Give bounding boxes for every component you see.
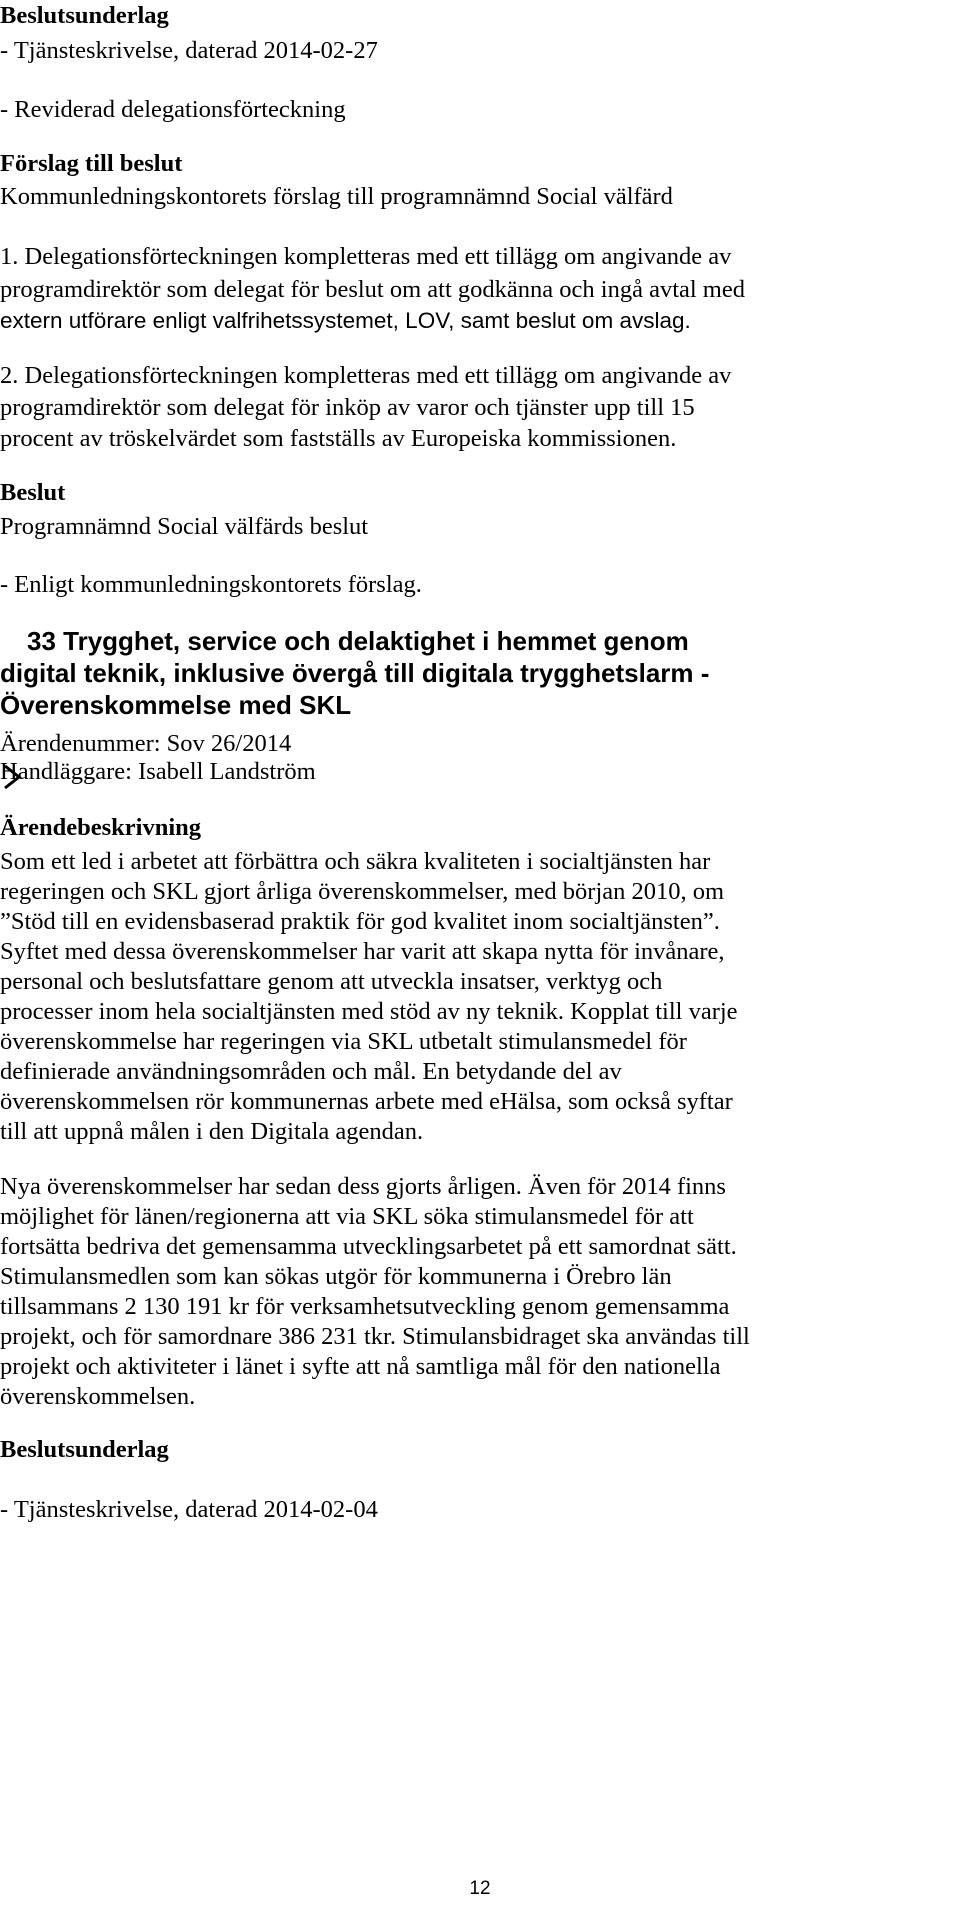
proposal-2-line: programdirektör som delegat för inköp av varor och tjänster upp till 15 (0, 394, 695, 421)
beslut-text: Programnämnd Social välfärds beslut (0, 513, 369, 540)
description-line: överenskommelse har regeringen via SKL utbetalt stimulansmedel för (0, 1028, 687, 1055)
description-line: Syftet med dessa överenskommelser har varit att skapa nytta för invånare, (0, 938, 725, 965)
description-line: personal och beslutsfattare genom att utveckla insatser, verktyg och (0, 968, 663, 995)
item-33-title-line: 33 Trygghet, service och delaktighet i hemmet genom (27, 626, 689, 656)
item-33-title-line: digital teknik, inklusive övergå till digitala trygghetslarm - (0, 658, 710, 688)
description-line: överenskommelsen. (0, 1383, 196, 1410)
proposal-1-line: extern utförare enligt valfrihetssystemet, LOV, samt beslut om avslag. (0, 308, 691, 333)
beslutsunderlag-heading: Beslutsunderlag (0, 1436, 169, 1463)
underlag-item: - Tjänsteskrivelse, daterad 2014-02-04 (0, 1496, 378, 1523)
handlaggare: Handläggare: Isabell Landström (0, 758, 316, 785)
description-line: tillsammans 2 130 191 kr för verksamhetsutveckling genom gemensamma (0, 1293, 730, 1320)
item-33-title-line: Överenskommelse med SKL (0, 690, 352, 720)
page-number: 12 (469, 1878, 491, 1899)
description-line: möjlighet för länen/regionerna att via SKL söka stimulansmedel för att (0, 1203, 694, 1230)
beslut-heading: Beslut (0, 479, 66, 506)
description-line: processer inom hela socialtjänsten med stöd av ny teknik. Kopplat till varje (0, 998, 738, 1025)
description-line: regeringen och SKL gjort årliga överenskommelser, med början 2010, om (0, 878, 725, 905)
description-line: Stimulansmedlen som kan sökas utgör för kommunerna i Örebro län (0, 1263, 672, 1290)
beslut-text: - Enligt kommunledningskontorets förslag. (0, 571, 422, 598)
beslutsunderlag-heading: Beslutsunderlag (0, 2, 169, 29)
proposal-2-line: 2. Delegationsförteckningen kompletteras med ett tillägg om angivande av (0, 362, 732, 389)
underlag-item: - Reviderad delegationsförteckning (0, 96, 346, 123)
proposal-1-line: programdirektör som delegat för beslut om att godkänna och ingå avtal med (0, 276, 745, 303)
description-line: projekt, och för samordnare 386 231 tkr. Stimulansbidraget ska användas till (0, 1323, 750, 1350)
proposal-1-line: 1. Delegationsförteckningen kompletteras med ett tillägg om angivande av (0, 243, 732, 270)
description-line: till att uppnå målen i den Digitala agendan. (0, 1118, 424, 1145)
forslag-intro: Kommunledningskontorets förslag till programnämnd Social välfärd (0, 183, 673, 210)
description-line: definierade användningsområden och mål. En betydande del av (0, 1058, 622, 1085)
description-line: överenskommelsen rör kommunernas arbete med eHälsa, som också syftar (0, 1088, 733, 1115)
underlag-item: - Tjänsteskrivelse, daterad 2014-02-27 (0, 37, 378, 64)
description-line: Nya överenskommelser har sedan dess gjorts årligen. Även för 2014 finns (0, 1173, 726, 1200)
description-line: ”Stöd till en evidensbaserad praktik för god kvalitet inom socialtjänsten”. (0, 908, 720, 935)
forslag-heading: Förslag till beslut (0, 150, 183, 177)
arendebeskrivning-heading: Ärendebeskrivning (0, 814, 202, 841)
description-line: Som ett led i arbetet att förbättra och säkra kvaliteten i socialtjänsten har (0, 848, 711, 875)
arendenummer: Ärendenummer: Sov 26/2014 (0, 730, 292, 757)
description-line: fortsätta bedriva det gemensamma utvecklingsarbetet på ett samordnat sätt. (0, 1233, 737, 1260)
proposal-2-line: procent av tröskelvärdet som fastställs av Europeiska kommissionen. (0, 425, 677, 452)
description-line: projekt och aktiviteter i länet i syfte att nå samtliga mål för den nationella (0, 1353, 721, 1380)
